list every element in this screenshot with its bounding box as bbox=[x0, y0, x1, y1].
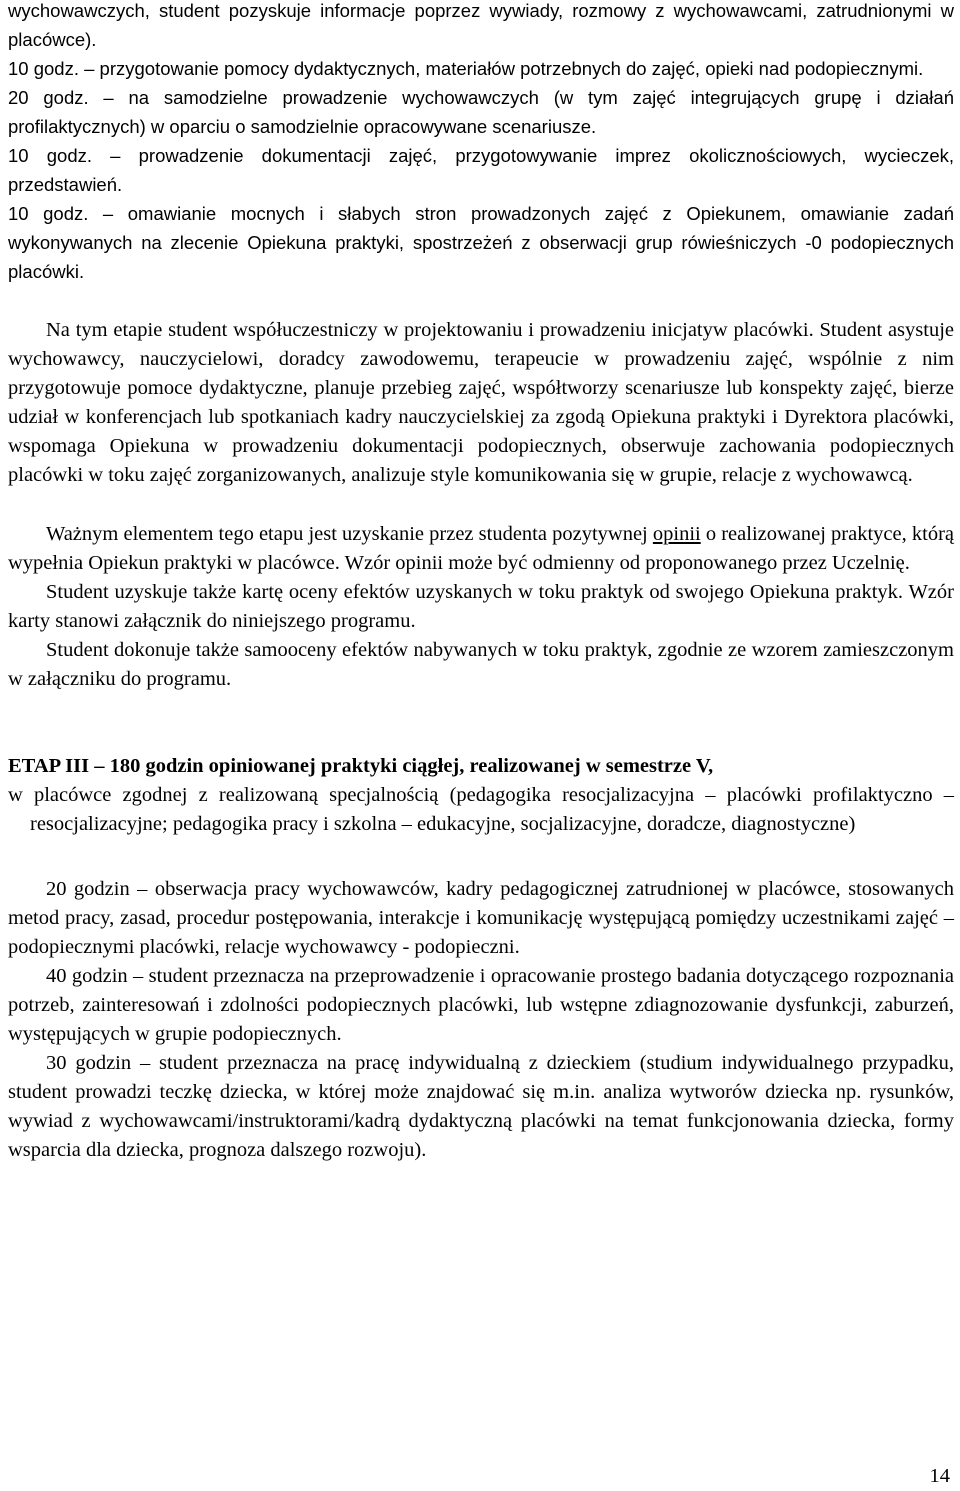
page-number: 14 bbox=[929, 1465, 950, 1487]
activity-item-documentation: 10 godz. – prowadzenie dokumentacji zajęć, przygotowywanie imprez okolicznościowych, wycieczek, przedstawień. bbox=[8, 145, 954, 195]
activity-item-review: 10 godz. – omawianie mocnych i słabych stron prowadzonych zajęć z Opiekunem, omawianie zadań wykonywanych na zlecenie Opiekuna praktyki, spostrzeżeń z obserwacji grup rówieśniczych -0 podopiecznych placówki. bbox=[8, 203, 954, 282]
activity-item-preparation: 10 godz. – przygotowanie pomocy dydaktycznych, materiałów potrzebnych do zajęć, opieki nad podopiecznymi. bbox=[8, 58, 924, 79]
hours-paragraph-individual-work: 30 godzin – student przeznacza na pracę indywidualną z dzieckiem (studium indywidualnego przypadku, student prowadzi teczkę dziecka, w której może znajdować się m.in. analiza wytworów dziecka np. rysunków, wywiad z wychowawcami/instruktorami/kadrą dydaktyczną placówki na temat funkcjonowania dziecka, formy wsparcia dla dziecka, prognoza dalszego rozwoju). bbox=[8, 1052, 954, 1161]
spacer bbox=[8, 490, 954, 520]
spacer bbox=[8, 286, 954, 316]
etap-iii-heading: ETAP III – 180 godzin opiniowanej praktyki ciągłej, realizowanej w semestrze V, bbox=[8, 755, 714, 777]
self-assessment-paragraph: Student dokonuje także samooceny efektów nabywanych w toku praktyk, zgodnie ze wzorem zamieszczonym w załączniku do programu. bbox=[8, 639, 954, 690]
spacer bbox=[8, 839, 954, 875]
opinion-underlined-word: opinii bbox=[652, 523, 701, 545]
hours-paragraph-observation: 20 godzin – obserwacja pracy wychowawców, kadry pedagogicznej zatrudnionej w placówce, stosowanych metod pracy, zasad, procedur postępowania, interakcje i komunikację występującą pomiędzy uczestnikami zajęć – podopiecznymi placówki, relacje wychowawcy - podopieczni. bbox=[8, 878, 954, 958]
continuation-paragraph: wychowawczych, student pozyskuje informacje poprzez wywiady, rozmowy z wychowawcami, zatrudnionymi w placówce). bbox=[8, 0, 954, 50]
opinion-text-after: o realizowanej praktyce, którą wypełnia Opiekun praktyki w placówce. Wzór opinii może być odmienny od proponowanego przez Uczelnię. bbox=[8, 523, 954, 574]
etap-iii-subtitle: w placówce zgodnej z realizowaną specjalnością (pedagogika resocjalizacyjna – placówki profilaktyczno – resocjalizacyjne; pedagogika pracy i szkolna – edukacyjne, socjalizacyjne, doradcze, diagnostyczne) bbox=[8, 784, 954, 835]
activity-item-independent-sessions: 20 godz. – na samodzielne prowadzenie wychowawczych (w tym zajęć integrujących grupę i działań profilaktycznych) w oparciu o samodzielnie opracowywane scenariusze. bbox=[8, 87, 954, 137]
opinion-text-before: Ważnym elementem tego etapu jest uzyskanie przez studenta pozytywnej bbox=[46, 523, 653, 545]
spacer bbox=[8, 694, 954, 752]
evaluation-card-paragraph: Student uzyskuje także kartę oceny efektów uzyskanych w toku praktyk od swojego Opiekuna praktyk. Wzór karty stanowi załącznik do niniejszego programu. bbox=[8, 581, 954, 632]
opinion-paragraph bbox=[8, 520, 954, 578]
hours-paragraph-research: 40 godzin – student przeznacza na przeprowadzenie i opracowanie prostego badania dotyczącego rozpoznania potrzeb, zainteresowań i zdolności podopiecznych placówki, lub wstępne zdiagnozowanie dysfunkcji, zaburzeń, występujących w grupie podopiecznych. bbox=[8, 965, 954, 1045]
document-page bbox=[8, 0, 954, 1165]
participation-paragraph: Na tym etapie student współuczestniczy w projektowaniu i prowadzeniu inicjatyw placówki. Student asystuje wychowawcy, nauczycielowi, doradcy zawodowemu, terapeucie w prowadzeniu zajęć, wspólnie z nim przygotowuje pomoce dydaktyczne, planuje przebieg zajęć, współtworzy scenariusze lub konspekty zajęć, bierze udział w konferencjach lub spotkaniach kadry nauczycielskiej za zgodą Opiekuna praktyki i Dyrektora placówki, wspomaga Opiekuna w prowadzeniu dokumentacji podopiecznych, obserwuje zachowania podopiecznych placówki w toku zajęć zorganizowanych, analizuje style komunikowania się w grupie, relacje z wychowawcą. bbox=[8, 319, 954, 486]
